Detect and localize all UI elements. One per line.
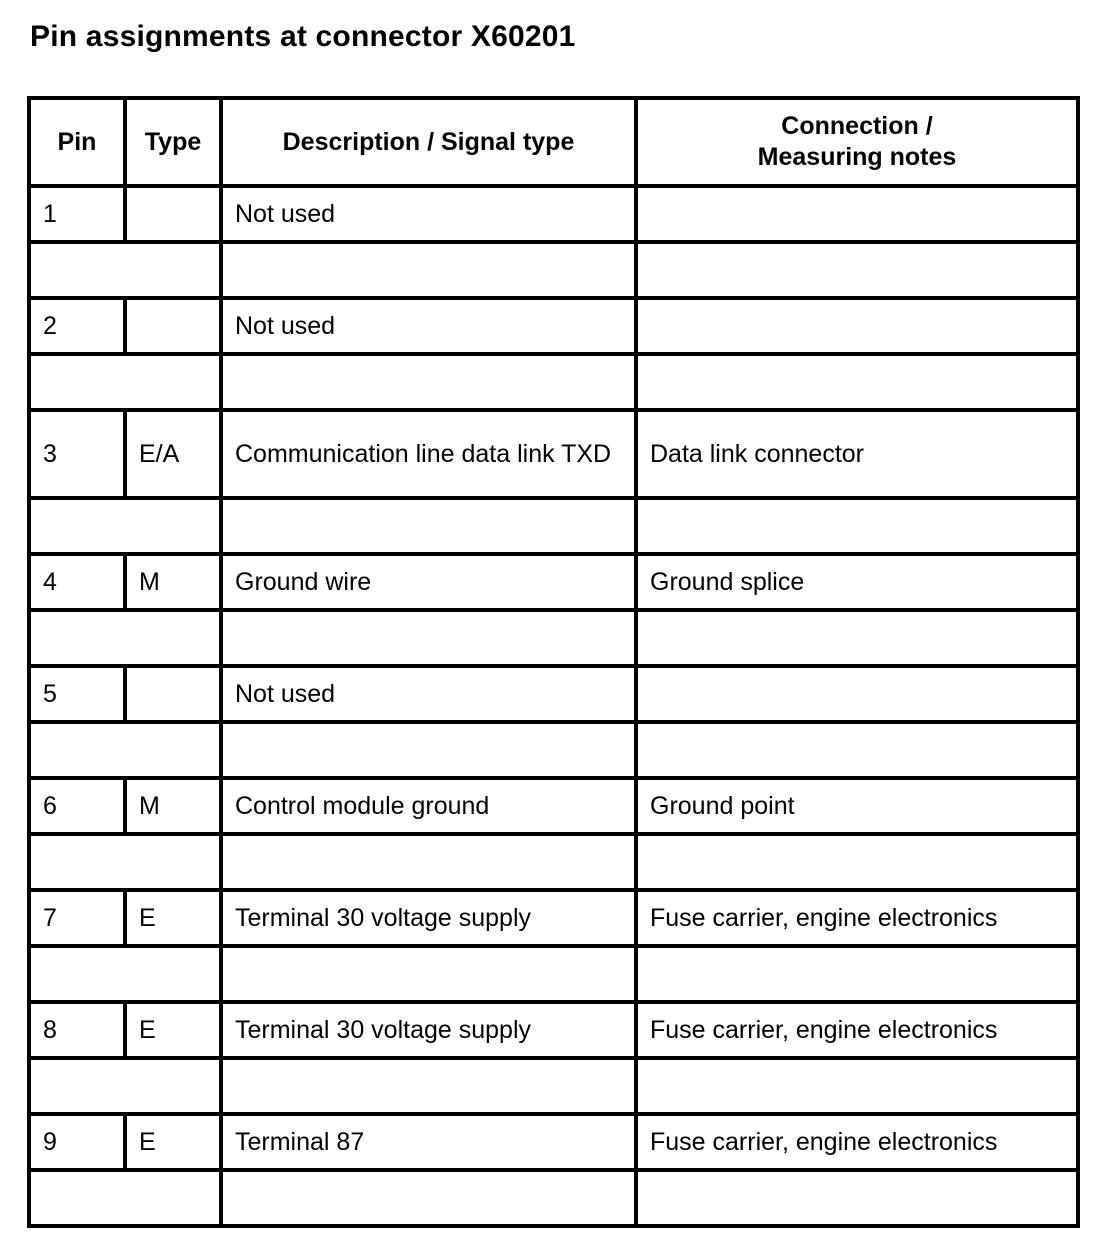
- spacer-row: [29, 834, 1078, 890]
- spacer-cell: [221, 946, 636, 1002]
- spacer-cell: [29, 354, 221, 410]
- spacer-cell: [29, 1170, 221, 1226]
- cell-pin: 8: [29, 1002, 125, 1058]
- cell-description: Terminal 30 voltage supply: [221, 890, 636, 946]
- spacer-cell: [29, 946, 221, 1002]
- cell-pin: 1: [29, 186, 125, 242]
- cell-pin: 3: [29, 410, 125, 498]
- header-connection-line1: Connection /: [781, 112, 933, 140]
- cell-description: Not used: [221, 186, 636, 242]
- table-row: [29, 410, 1078, 498]
- cell-type: [125, 666, 221, 722]
- cell-notes: Ground splice: [636, 554, 1078, 610]
- spacer-cell: [29, 498, 221, 554]
- cell-pin: 6: [29, 778, 125, 834]
- cell-type: E/A: [125, 410, 221, 498]
- spacer-cell: [29, 722, 221, 778]
- header-pin: Pin: [29, 98, 125, 186]
- cell-type: M: [125, 778, 221, 834]
- cell-type: [125, 186, 221, 242]
- spacer-cell: [221, 834, 636, 890]
- spacer-cell: [29, 1058, 221, 1114]
- page-title: Pin assignments at connector X60201: [30, 20, 576, 53]
- table-row: [29, 298, 1078, 354]
- table-row: [29, 1002, 1078, 1058]
- cell-description: Ground wire: [221, 554, 636, 610]
- cell-type: E: [125, 1114, 221, 1170]
- spacer-cell: [636, 354, 1078, 410]
- spacer-cell: [636, 1170, 1078, 1226]
- cell-description: Control module ground: [221, 778, 636, 834]
- pin-assignment-table: [27, 96, 1080, 1228]
- cell-description: Terminal 87: [221, 1114, 636, 1170]
- spacer-cell: [221, 1058, 636, 1114]
- table-row: [29, 778, 1078, 834]
- header-connection: [636, 98, 1078, 186]
- header-description: Description / Signal type: [221, 98, 636, 186]
- spacer-row: [29, 722, 1078, 778]
- cell-pin: 5: [29, 666, 125, 722]
- spacer-row: [29, 610, 1078, 666]
- spacer-cell: [221, 242, 636, 298]
- cell-type: E: [125, 890, 221, 946]
- spacer-cell: [29, 610, 221, 666]
- spacer-cell: [221, 610, 636, 666]
- spacer-cell: [636, 498, 1078, 554]
- cell-type: M: [125, 554, 221, 610]
- cell-pin: 9: [29, 1114, 125, 1170]
- cell-description: Terminal 30 voltage supply: [221, 1002, 636, 1058]
- header-type: Type: [125, 98, 221, 186]
- spacer-row: [29, 354, 1078, 410]
- spacer-cell: [636, 834, 1078, 890]
- cell-notes: [636, 186, 1078, 242]
- cell-pin: 4: [29, 554, 125, 610]
- spacer-cell: [29, 834, 221, 890]
- spacer-row: [29, 1058, 1078, 1114]
- cell-notes: Fuse carrier, engine electronics: [636, 1114, 1078, 1170]
- spacer-cell: [29, 242, 221, 298]
- spacer-cell: [221, 1170, 636, 1226]
- cell-description: Not used: [221, 298, 636, 354]
- spacer-cell: [636, 242, 1078, 298]
- cell-description: Communication line data link TXD: [221, 410, 636, 498]
- cell-pin: 2: [29, 298, 125, 354]
- cell-description: Not used: [221, 666, 636, 722]
- cell-notes: [636, 666, 1078, 722]
- cell-notes: Data link connector: [636, 410, 1078, 498]
- cell-type: E: [125, 1002, 221, 1058]
- table-row: [29, 186, 1078, 242]
- spacer-cell: [221, 498, 636, 554]
- spacer-cell: [636, 722, 1078, 778]
- header-connection-line2: Measuring notes: [757, 143, 957, 171]
- cell-notes: Ground point: [636, 778, 1078, 834]
- table-row: [29, 666, 1078, 722]
- cell-type: [125, 298, 221, 354]
- table-row: [29, 1114, 1078, 1170]
- spacer-cell: [636, 610, 1078, 666]
- spacer-row: [29, 242, 1078, 298]
- spacer-cell: [636, 1058, 1078, 1114]
- spacer-row: [29, 498, 1078, 554]
- table-header-row: [29, 98, 1078, 186]
- cell-pin: 7: [29, 890, 125, 946]
- cell-notes: [636, 298, 1078, 354]
- spacer-cell: [636, 946, 1078, 1002]
- spacer-row: [29, 1170, 1078, 1226]
- cell-notes: Fuse carrier, engine electronics: [636, 1002, 1078, 1058]
- table-row: [29, 890, 1078, 946]
- spacer-cell: [221, 722, 636, 778]
- spacer-row: [29, 946, 1078, 1002]
- cell-notes: Fuse carrier, engine electronics: [636, 890, 1078, 946]
- spacer-cell: [221, 354, 636, 410]
- table-row: [29, 554, 1078, 610]
